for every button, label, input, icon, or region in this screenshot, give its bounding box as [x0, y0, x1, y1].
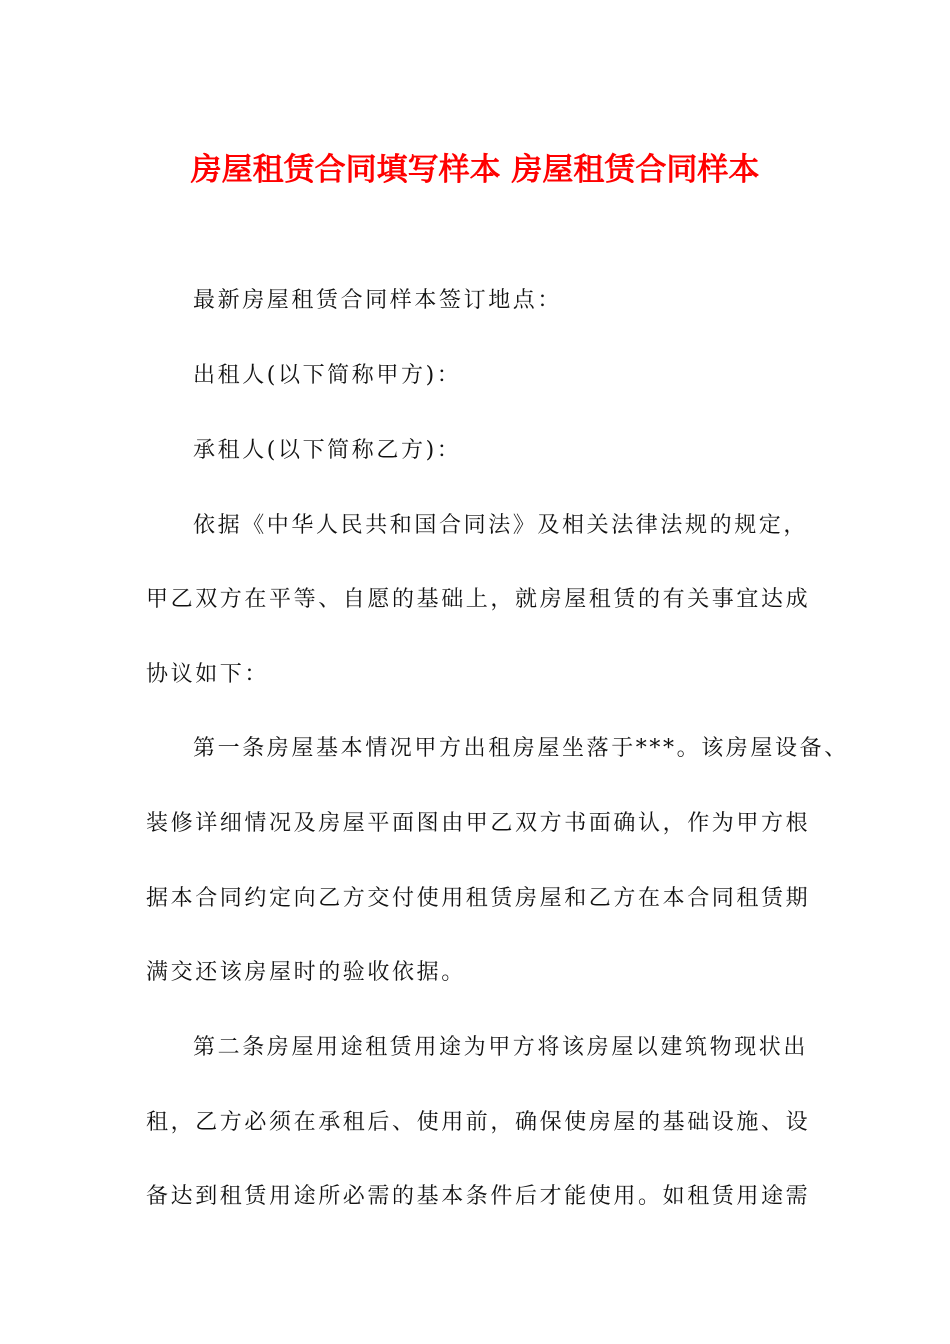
paragraph-line: 租，乙方必须在承租后、使用前，确保使房屋的基础设施、设: [146, 1110, 811, 1135]
paragraph-line: 承租人(以下简称乙方)：: [193, 438, 462, 463]
paragraph-line: 据本合同约定向乙方交付使用租赁房屋和乙方在本合同租赁期: [146, 886, 811, 911]
paragraph-line: 满交还该房屋时的验收依据。: [146, 960, 466, 985]
paragraph-line: 甲乙双方在平等、自愿的基础上，就房屋租赁的有关事宜达成: [146, 587, 811, 612]
paragraph-line: 协议如下：: [146, 662, 270, 687]
paragraph-line: 第一条房屋基本情况甲方出租房屋坐落于***。该房屋设备、: [193, 736, 849, 761]
paragraph-line: 备达到租赁用途所必需的基本条件后才能使用。如租赁用途需: [146, 1184, 811, 1209]
paragraph-line: 第二条房屋用途租赁用途为甲方将该房屋以建筑物现状出: [193, 1035, 809, 1060]
paragraph-line: 依据《中华人民共和国合同法》及相关法律法规的规定，: [193, 513, 809, 538]
document-title: 房屋租赁合同填写样本 房屋租赁合同样本: [190, 152, 760, 188]
paragraph-line: 出租人(以下简称甲方)：: [193, 363, 462, 388]
paragraph-line: 最新房屋租赁合同样本签订地点：: [193, 288, 563, 313]
paragraph-line: 装修详细情况及房屋平面图由甲乙双方书面确认，作为甲方根: [146, 811, 811, 836]
